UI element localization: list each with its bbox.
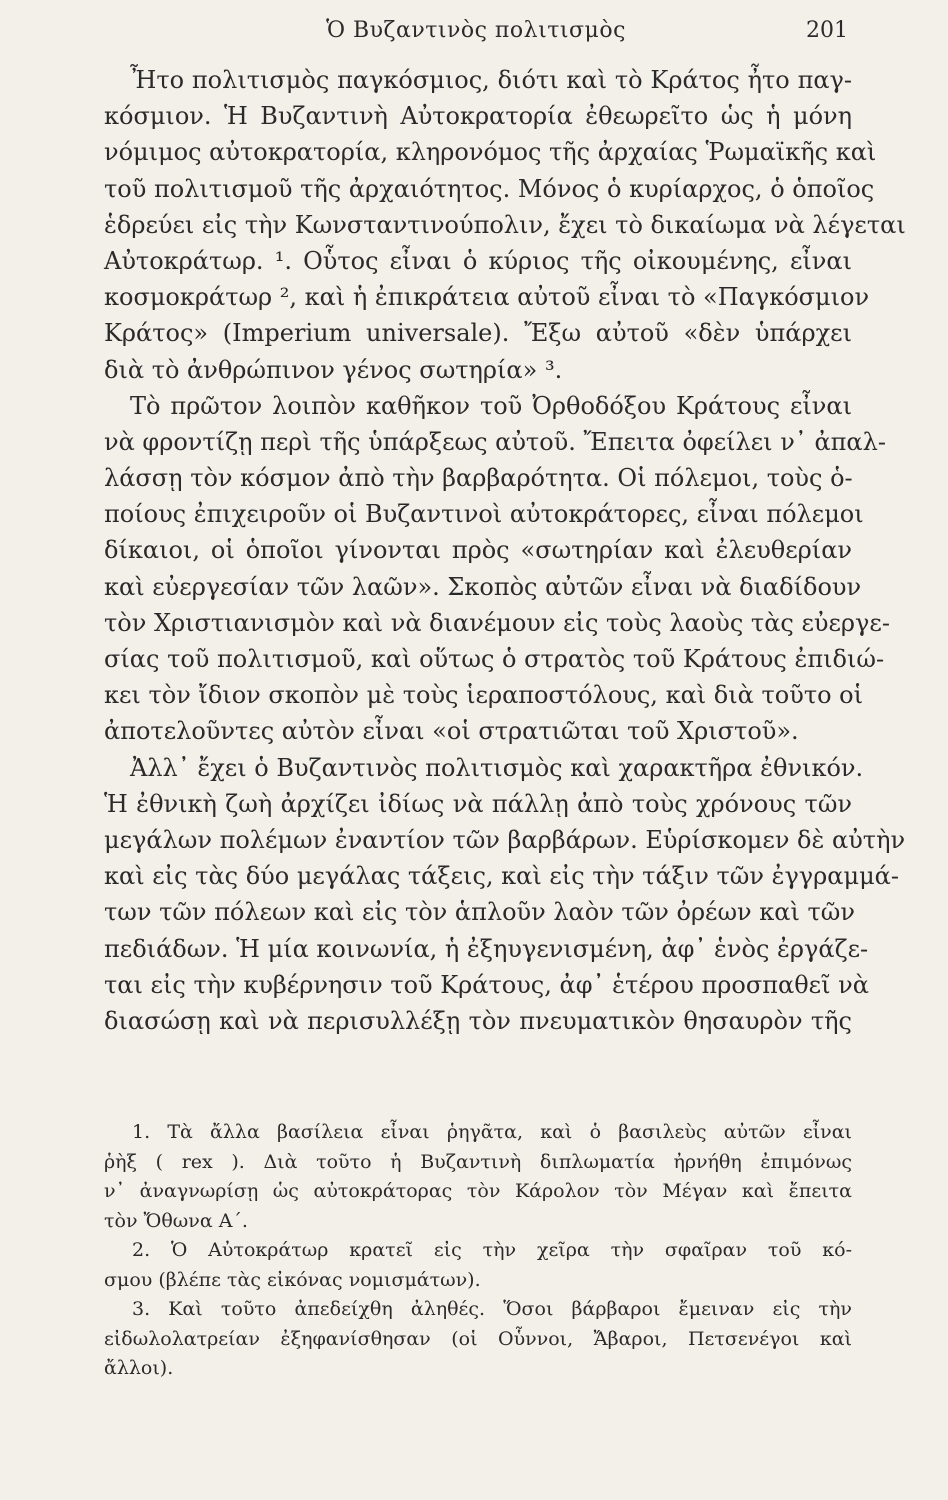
text-line: καὶ εὐεργεσίαν τῶν λαῶν». Σκοπὸς αὐτῶν εἶναι νὰ διαδίδουν — [104, 572, 862, 601]
text-line: λάσσῃ τὸν κόσμον ἀπὸ τὴν βαρβαρότητα. Οἱ πόλεμοι, τοὺς ὁ- — [104, 464, 853, 493]
text-line: τοῦ πολιτισμοῦ τῆς ἀρχαιότητος. Μόνος ὁ κυρίαρχος, ὁ ὁποῖος — [104, 174, 875, 203]
text-line: Τὸ πρῶτον λοιπὸν καθῆκον τοῦ Ὀρθοδόξου Κράτους εἶναι — [130, 391, 852, 420]
running-header — [104, 18, 848, 52]
text-line: κόσμιον. Ἡ Βυζαντινὴ Αὐτοκρατορία ἐθεωρεῖτο ὡς ἡ μόνη — [104, 102, 852, 131]
footnote-line: 1. Τὰ ἄλλα βασίλεια εἶναι ῥηγᾶτα, καὶ ὁ βασιλεὺς αὐτῶν εἶναι — [132, 1121, 852, 1143]
footnote-line: τὸν Ὄθωνα Α΄. — [104, 1209, 248, 1232]
text-line: Αὐτοκράτωρ. ¹. Οὗτος εἶναι ὁ κύριος τῆς οἰκουμένης, εἶναι — [104, 246, 852, 275]
footnote-line: ῥὴξ ( rex ). Διὰ τοῦτο ἡ Βυζαντινὴ διπλωματία ἠρνήθη ἐπιμόνως — [104, 1150, 852, 1173]
text-line: κει τὸν ἴδιον σκοπὸν μὲ τοὺς ἱεραποστόλους, καὶ διὰ τοῦτο οἱ — [104, 681, 864, 710]
text-line: των τῶν πόλεων καὶ εἰς τὸν ἁπλοῦν λαὸν τῶν ὀρέων καὶ τῶν — [104, 898, 855, 927]
text-line: ἀποτελοῦντες αὐτὸν εἶναι «οἱ στρατιῶται τοῦ Χριστοῦ». — [104, 717, 799, 746]
footnote-line: 2. Ὁ Αὐτοκράτωρ κρατεῖ εἰς τὴν χεῖρα τὴν σφαῖραν τοῦ κό- — [132, 1239, 852, 1261]
text-line: ται εἰς τὴν κυβέρνησιν τοῦ Κράτους, ἀφ᾿ ἑτέρου προσπαθεῖ νὰ — [104, 970, 869, 999]
text-line: νόμιμος αὐτοκρατορία, κληρονόμος τῆς ἀρχαίας Ῥωμαϊκῆς καὶ — [104, 138, 877, 167]
text-line: σίας τοῦ πολιτισμοῦ, καὶ οὕτως ὁ στρατὸς τοῦ Κράτους ἐπιδιώ- — [104, 645, 885, 673]
text-line: Ἡ ἐθνικὴ ζωὴ ἀρχίζει ἰδίως νὰ πάλλῃ ἀπὸ τοὺς χρόνους τῶν — [104, 789, 852, 818]
chapter-title: Ὁ Βυζαντινὸς πολιτισμὸς — [326, 18, 626, 43]
text-line: μεγάλων πολέμων ἐναντίον τῶν βαρβάρων. Εὑρίσκομεν δὲ αὐτὴν — [104, 825, 906, 854]
page-number: 201 — [806, 18, 848, 43]
text-line: καὶ εἰς τὰς δύο μεγάλας τάξεις, καὶ εἰς τὴν τάξιν τῶν ἐγγραμμά- — [104, 862, 899, 891]
text-line: δίκαιοι, οἱ ὁποῖοι γίνονται πρὸς «σωτηρίαν καὶ ἐλευθερίαν — [104, 536, 852, 565]
text-line: τὸν Χριστιανισμὸν καὶ νὰ διανέμουν εἰς τοὺς λαοὺς τὰς εὐεργε- — [104, 608, 890, 637]
text-line: πεδιάδων. Ἡ μία κοινωνία, ἡ ἐξηυγενισμένη, ἀφ᾿ ἑνὸς ἐργάζε- — [104, 934, 869, 963]
text-line: ποίους ἐπιχειροῦν οἱ Βυζαντινοὶ αὐτοκράτορες, εἶναι πόλεμοι — [104, 500, 864, 529]
footnote-line: εἰδωλολατρείαν ἐξηφανίσθησαν (οἱ Οὗννοι, Ἄβαροι, Πετσενέγοι καὶ — [104, 1327, 852, 1350]
text-line: νὰ φροντίζῃ περὶ τῆς ὑπάρξεως αὐτοῦ. Ἔπειτα ὀφείλει ν᾿ ἀπαλ- — [104, 427, 886, 456]
text-line: Κράτος» (Imperium universale). Ἔξω αὐτοῦ «δὲν ὑπάρχει — [104, 319, 852, 348]
footnote-line: σμου (βλέπε τὰς εἰκόνας νομισμάτων). — [104, 1268, 481, 1291]
text-line: Ἀλλ᾿ ἔχει ὁ Βυζαντινὸς πολιτισμὸς καὶ χαρακτῆρα ἐθνικόν. — [130, 753, 864, 782]
text-line: Ἦτο πολιτισμὸς παγκόσμιος, διότι καὶ τὸ Κράτος ἦτο παγ- — [130, 66, 852, 94]
text-line: ἑδρεύει εἰς τὴν Κωνσταντινούπολιν, ἔχει τὸ δικαίωμα νὰ λέγεται — [104, 210, 906, 239]
footnote-line: ἄλλοι). — [104, 1357, 174, 1379]
footnote-line: ν᾿ ἀναγνωρίσῃ ὡς αὐτοκράτορας τὸν Κάρολον τὸν Μέγαν καὶ ἔπειτα — [104, 1180, 852, 1202]
footnotes — [104, 1118, 852, 1384]
text-line: διὰ τὸ ἀνθρώπινον γένος σωτηρία» ³. — [104, 355, 563, 384]
text-line: διασώσῃ καὶ νὰ περισυλλέξῃ τὸν πνευματικὸν θησαυρὸν τῆς — [104, 1006, 852, 1035]
main-text — [104, 62, 906, 1039]
footnote-line: 3. Καὶ τοῦτο ἀπεδείχθη ἀληθές. Ὅσοι βάρβαροι ἔμειναν εἰς τὴν — [132, 1298, 852, 1320]
text-line: κοσμοκράτωρ ², καὶ ἡ ἐπικράτεια αὐτοῦ εἶναι τὸ «Παγκόσμιον — [104, 283, 870, 312]
